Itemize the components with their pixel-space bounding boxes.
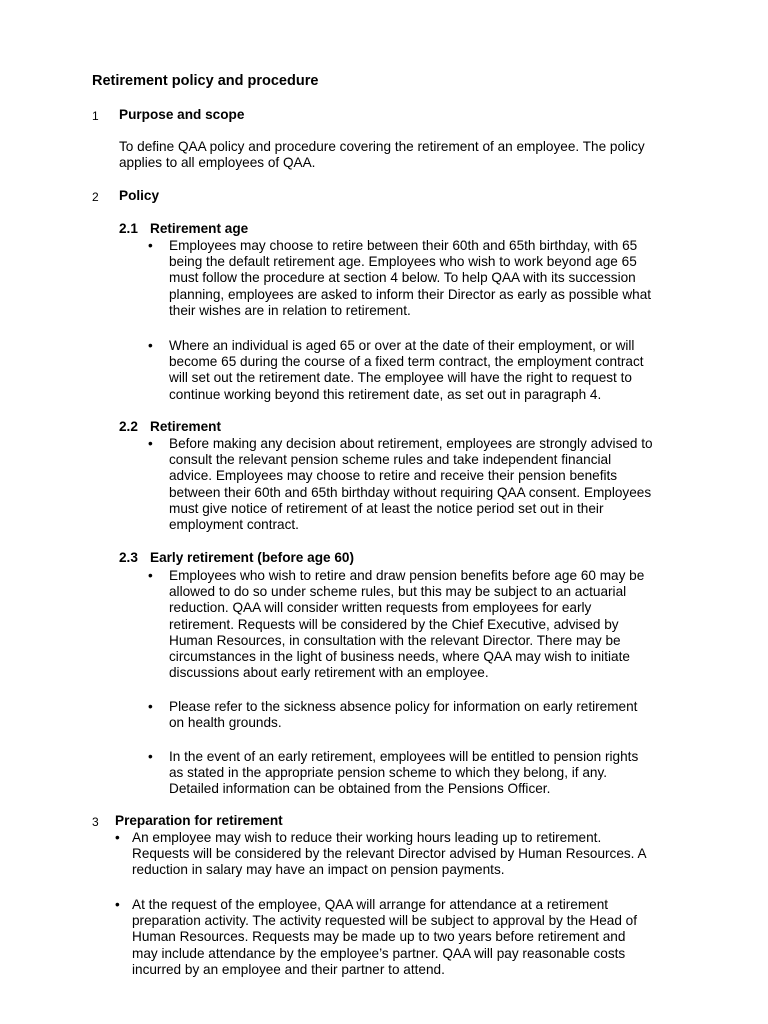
text-line: applies to all employees of QAA. [119,155,316,171]
text-line: must give notice of retirement of at least the notice period set out in their [169,500,604,516]
text-line: At the request of the employee, QAA will arrange for attendance at a retirement [132,897,609,912]
text-line: must follow the procedure at section 4 below. To help QAA with its succession [169,270,636,286]
text-line: In the event of an early retirement, employees will be entitled to pension rights [169,749,639,764]
section-1-number: 1 [92,109,99,123]
text-line: Requests will be considered by the relevant Director advised by Human Resources. A [132,846,647,862]
bullet-3-b [132,897,637,978]
subsection-2-2-number: 2.2 [119,419,138,434]
text-line: reduction. QAA will consider written requests from employees for early [169,600,592,616]
section-3-heading: Preparation for retirement [115,813,283,828]
bullet-2-2-a [169,436,653,533]
bullet-icon: • [115,897,120,912]
text-line: Before making any decision about retirement, employees are strongly advised to [169,436,653,451]
text-line: incurred by an employee and their partner to attend. [132,961,445,977]
bullet-icon: • [148,338,153,353]
text-line: as stated in the appropriate pension scheme to which they belong, if any. [169,765,608,781]
bullet-2-3-a [169,568,644,681]
text-line: To define QAA policy and procedure covering the retirement of an employee. The policy [119,139,645,154]
subsection-2-1-heading: Retirement age [150,221,249,236]
bullet-icon: • [148,699,153,714]
bullet-2-1-b [169,338,644,403]
bullet-2-1-a [169,238,651,319]
text-line: become 65 during the course of a fixed term contract, the employment contract [169,354,644,370]
text-line: being the default retirement age. Employees who wish to work beyond age 65 [169,254,637,270]
bullet-3-a [132,830,647,879]
text-line: Detailed information can be obtained from the Pensions Officer. [169,781,551,797]
document-title: Retirement policy and procedure [92,73,319,89]
text-line: Where an individual is aged 65 or over at the date of their employment, or will [169,338,635,353]
text-line: retirement. Requests will be considered by the Chief Executive, advised by [169,616,619,632]
text-line: consult the relevant pension scheme rules and take independent financial [169,452,612,468]
bullet-icon: • [115,830,120,845]
subsection-2-3-heading: Early retirement (before age 60) [150,550,354,565]
bullet-icon: • [148,568,153,583]
text-line: planning, employees are asked to inform their Director as early as possible what [169,286,652,302]
text-line: Please refer to the sickness absence policy for information on early retirement [169,699,638,714]
text-line: Human Resources, in consultation with the relevant Director. There may be [169,632,621,648]
text-line: discussions about early retirement with an employee. [169,665,489,681]
section-1-heading: Purpose and scope [119,107,245,122]
bullet-icon: • [148,436,153,451]
subsection-2-3-number: 2.3 [119,550,138,565]
text-line: allowed to do so under scheme rules, but this may be subject to an actuarial [169,584,627,600]
text-line: may include attendance by the employee’s partner. QAA will pay reasonable costs [132,945,626,961]
subsection-2-1-number: 2.1 [119,221,138,236]
text-line: An employee may wish to reduce their working hours leading up to retirement. [132,830,602,845]
text-line: between their 60th and 65th birthday without requiring QAA consent. Employees [169,484,652,500]
bullet-2-3-c [169,749,638,798]
text-line: employment contract. [169,517,299,533]
text-line: continue working beyond this retirement date, as set out in paragraph 4. [169,386,602,402]
text-line: circumstances in the light of business needs, where QAA may wish to initiate [169,649,630,665]
text-line: preparation activity. The activity requested will be subject to approval by the Head of [132,913,638,929]
text-line: advice. Employees may choose to retire and receive their pension benefits [169,468,618,484]
text-line: Human Resources. Requests may be made up to two years before retirement and [132,929,626,945]
subsection-2-2-heading: Retirement [150,419,222,434]
text-line: will set out the retirement date. The employee will have the right to request to [169,370,632,386]
text-line: reduction in salary may have an impact on pension payments. [132,862,505,878]
section-3-number: 3 [92,815,99,829]
text-line: their wishes are in relation to retirement. [169,302,411,318]
bullet-icon: • [148,749,153,764]
text-line: on health grounds. [169,715,282,731]
section-2-heading: Policy [119,188,160,203]
text-line: Employees who wish to retire and draw pension benefits before age 60 may be [169,568,645,583]
bullet-icon: • [148,238,153,253]
bullet-2-3-b [169,699,637,731]
text-line: Employees may choose to retire between their 60th and 65th birthday, with 65 [169,238,638,253]
section-2-number: 2 [92,190,99,204]
section-1-body [119,139,645,171]
